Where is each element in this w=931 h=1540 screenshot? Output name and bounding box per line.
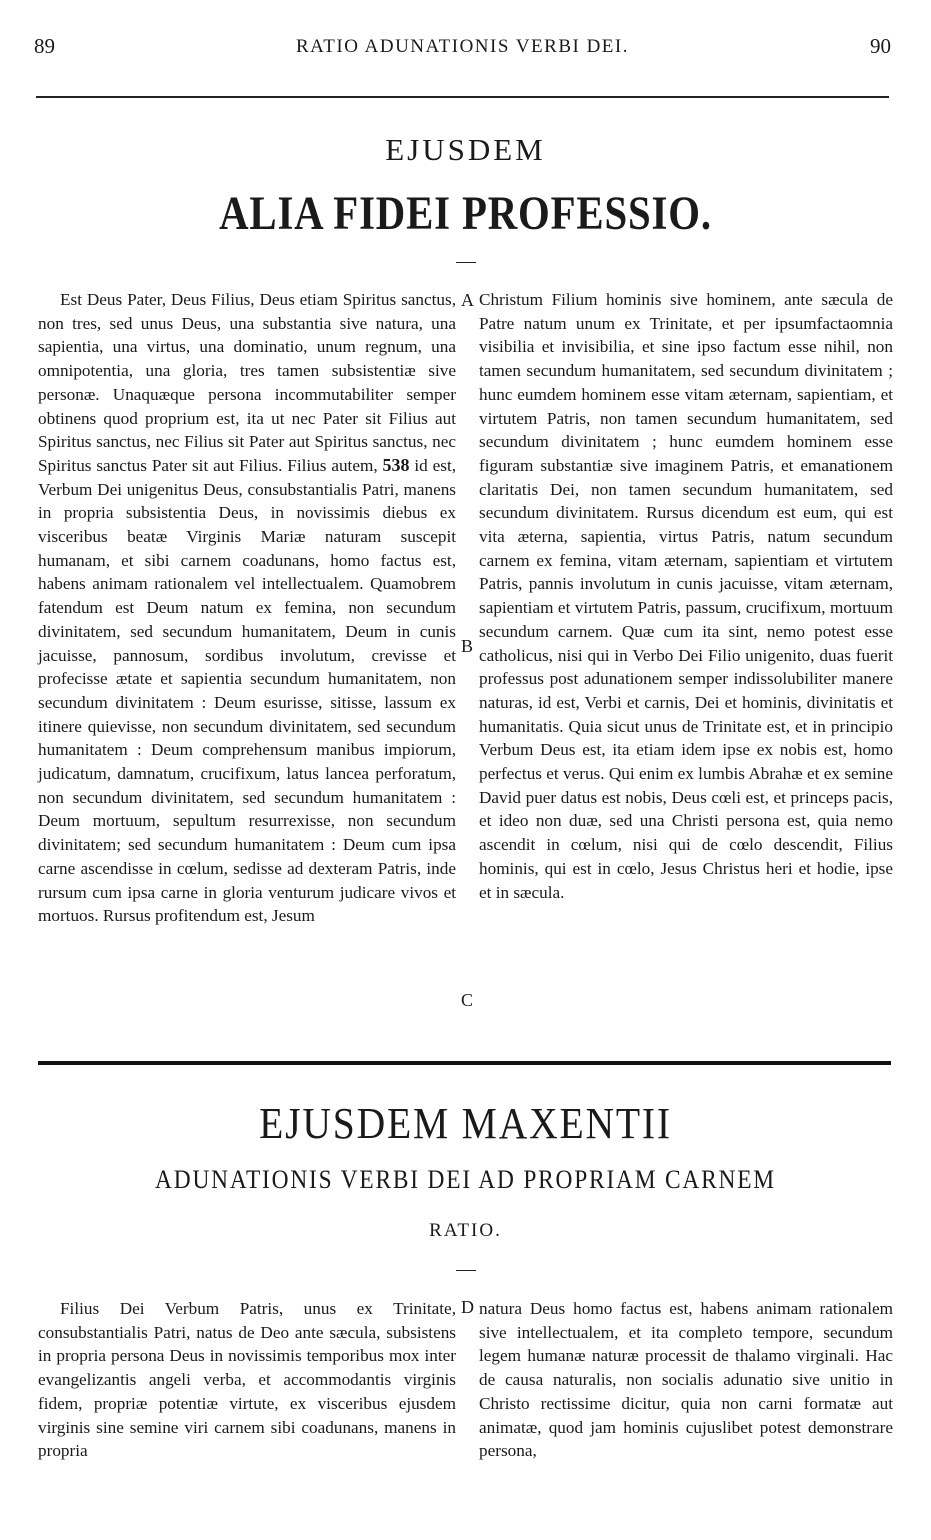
section2-title: EJUSDEM MAXENTII xyxy=(259,1099,672,1148)
margin-letter-d: D xyxy=(461,1297,474,1317)
section1-right-column xyxy=(479,288,893,904)
page-number-left: 89 xyxy=(34,34,55,58)
section1-kicker: EJUSDEM xyxy=(385,132,546,167)
section1-title: ALIA FIDEI PROFESSIO. xyxy=(219,187,712,240)
section2-right-text: natura Deus homo factus est, habens animam rationalem sive intellectualem, et ita completo tempore, secundum legem humanæ naturæ processit de thalamo virginali. Hac de causa naturalis, non socialis adunatio sive unitio in Christo rectissime dicitur, quia non carni formatæ aut animatæ, quod jam hominis cujuslibet potest demonstrare persona, xyxy=(479,1299,893,1461)
margin-letter-b: B xyxy=(461,636,474,656)
section2-left-column xyxy=(38,1297,456,1463)
section1-divider-dash xyxy=(456,262,476,263)
section2-divider-dash xyxy=(456,1270,476,1271)
section-divider-rule xyxy=(38,1061,891,1065)
header-rule xyxy=(36,96,889,98)
column-number: 538 xyxy=(382,454,410,475)
section1-left-column xyxy=(38,288,456,928)
section1-left-text-b: id est, Verbum Dei unigenitus Deus, consubstantialis Patri, manens in propria subsistentia Deus, in novissimis diebus ex visceribus beatæ Virginis Mariæ naturam suscepit humanam, et sibi carnem coadunans, homo factus est, habens animam rationalem vel intellectualem. Quamobrem fatendum est Deum natum ex femina, non secundum divinitatem, sed secundum humanitatem, Deum in cunis jacuisse, pannosum, sordibus involutum, crevisse et profecisse ætate et sapientia secundum humanitatem, non secundum divinitatem : Deum esurisse, sitisse, lassum ex itinere quievisse, non secundum divinitatem, sed secundum humanitatem : Deum comprehensum manibus impiorum, judicatum, damnatum, crucifixum, latus lancea perforatum, non secundum divinitatem, sed secundum humanitatem : Deum mortuum, sepultum resurrexisse, non secundum divinitatem; sed secundum humanitatem : Deum cum ipsa carne ascendisse in cœlum, sedisse ad dexteram Patris, inde rursum cum ipsa carne in gloria venturum judicare vivos et mortuos. Rursus profitendum est, Jesum xyxy=(38,455,457,926)
running-header xyxy=(34,28,891,62)
section1-left-text-a: Est Deus Pater, Deus Filius, Deus etiam Spiritus sanctus, non tres, sed unus Deus, una substantia sive natura, una sapientia, una virtus, una dominatio, unum regnum, una omnipotentia, una gloria, tres tamen subsistentiæ sive personæ. Unaquæque persona incommutabiliter semper obtinens quod proprium est, ita ut nec Pater sit Filius aut Spiritus sanctus, nec Filius sit Pater aut Spiritus sanctus, nec Spiritus sanctus Pater sit aut Filius. Filius autem, xyxy=(38,290,456,475)
running-title: RATIO ADUNATIONIS VERBI DEI. xyxy=(296,36,629,57)
section2-subtitle: ADUNATIONIS VERBI DEI AD PROPRIAM CARNEM xyxy=(155,1165,776,1194)
page-number-right: 90 xyxy=(870,34,891,58)
margin-letter-a: A xyxy=(461,290,474,310)
margin-letter-c: C xyxy=(461,990,474,1010)
section2-left-text: Filius Dei Verbum Patris, unus ex Trinitate, consubstantialis Patri, natus de Deo ante sæcula, subsistens in propria persona Deus in novissimis temporibus mox inter evangelizantis angeli verba, et accommodantis virginis fidem, propriæ potentiæ virtute, ex visceribus ejusdem virginis sine semine viri carnem sibi coadunans, manens in propria xyxy=(38,1299,456,1461)
section2-right-column xyxy=(479,1297,893,1463)
section1-right-text: Christum Filium hominis sive hominem, ante sæcula de Patre natum unum ex Trinitate, et per ipsumfactaomnia visibilia et invisibilia, et sine ipso factum esse nihil, non tamen secundum humanitatem, sed secundum divinitatem ; hunc eumdem hominem esse vitam æternam, sapientiam, et virtutem Patris, non tamen secundum humanitatem, sed secundum divinitatem ; hunc eumdem hominem esse figuram substantiæ sive imaginem Patris, et emanationem claritatis Dei, non tamen secundum humanitatem, sed secundum divinitatem. Rursus dicendum est eum, qui est vita æterna, sapientia, virtus Patris, natum secundum carnem ex femina, vitam æternam, sapientiam et virtutem Patris, pannis involutum in cunis jacuisse, vitam æternam, sapientiam et virtutem Patris, passum, crucifixum, mortuum secundum carnem. Quæ cum ita sint, nemo potest esse catholicus, nisi qui in Verbo Dei Filio unigenito, duas fuerit professus post adunationem semper indissolubiliter manere naturas, id est, Verbi et carnis, Dei et hominis, divinitatis et humanitatis. Quia sicut unus de Trinitate est, et in principio Verbum Deus est, ita etiam idem ipse ex nobis est, homo perfectus et verus. Qui enim ex lumbis Abrahæ et ex semine David puer datus est nobis, Deus cœli est, et princeps pacis, et ideo non duæ, sed una Christi persona est, quia nemo ascendit in cœlum, nisi qui de cœlo descendit, Filius hominis, qui est in cœlo, Jesus Christus heri et hodie, ipse et in sæcula. xyxy=(479,290,893,902)
section2-kicker: RATIO. xyxy=(429,1220,502,1241)
